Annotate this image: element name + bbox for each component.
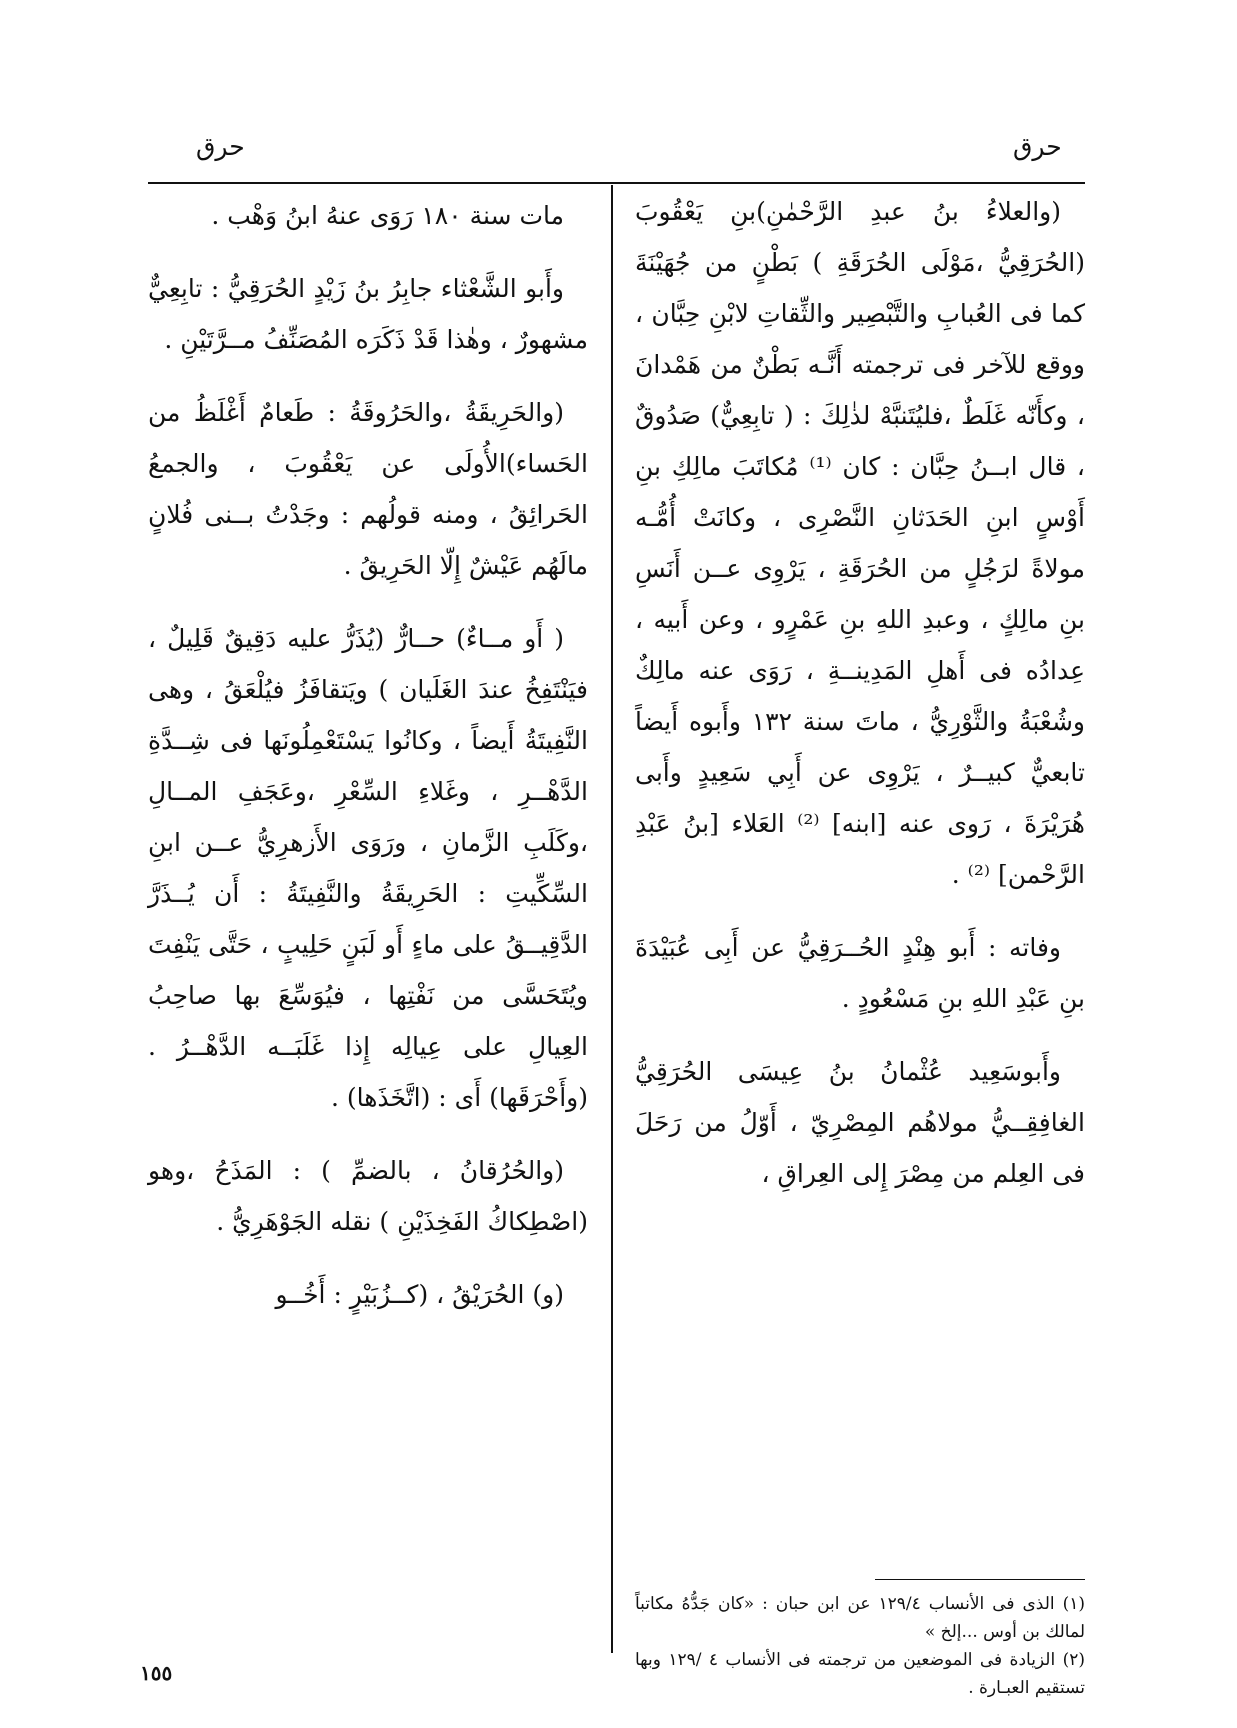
paragraph: (والعلاءُ بنُ عبدِ الرَّحْمٰنِ)بنِ يَعْقُوبَ (الحُرَقِيُّ ،مَوْلَى الحُرَقَةِ ) بَطْنٍ من جُهَيْنَةَ كما فى العُبابِ والتَّبْصِير والثِّقاتِ لابْنِ حِبَّان ، ووقع للآخر فى ترجمته أَنَّـه بَطْنٌ من هَمْدانَ ، وكأَنّه غَلَطٌ ،فليُتَنبَّهْ لذٰلِكَ : ( تابِعِيٌّ) صَدُوقٌ ، قال ابــنُ حِبَّان : كان ⁽¹⁾ مُكاتَبَ مالِكِ بنِ أَوْسٍ ابنِ الحَدَثانِ النَّصْرِى ، وكانَتْ أُمُّـه مولاةً لرَجُلٍ من الحُرَقَةِ ، يَرْوِى عــن أَنَسِ بنِ مالِكٍ ، وعبدِ اللهِ بنِ عَمْرٍو ، وعن أَبيه ، عِدادُه فى أَهلِ المَدِينــةِ ، رَوَى عنه مالِكٌ وشُعْبَةُ والثَّوْرِيُّ ، ماتَ سنة ١٣٢ وأَبوه أَيضاً تابعيٌّ كبيــرٌ ، يَرْوِى عن أَبِي سَعِيدٍ وأَبى هُرَيْرَةَ ، رَوى عنه [ابنه] ⁽²⁾ العَلاء [بنُ عَبْدِ الرَّحْمن] ⁽²⁾ . — [635, 197, 1085, 889]
paragraph: (والحَرِيقَةُ ،والحَرُوقَةُ : طَعامٌ أَغْلَظُ من الحَساء)الأُولَى عن يَعْقُوبَ ، والجمعُ الحَرائِقُ ، ومنه قولُهم : وجَدْتُ بــنى فُلانٍ مالَهُم عَيْشٌ إِلّا الحَرِيقُ . — [148, 398, 588, 580]
right-column — [635, 186, 1085, 1221]
footnotes — [635, 1590, 1085, 1702]
header-rule — [148, 182, 1085, 184]
footnote: (١) الذى فى الأنساب ١٢٩/٤ عن ابن حبان : «كان جَدُّهُ مكاتباً لمالك بن أوس ...إلخ » — [635, 1594, 1085, 1642]
paragraph: وأَبوسَعِيد عُثْمانُ بنُ عِيسَى الحُرَقِيُّ الغافِقِــيُّ مولاهُم المِصْرِيّ ، أَوّلُ من رَحَلَ فى العِلم من مِصْرَ إِلى العِراقِ ، — [635, 1057, 1085, 1188]
running-header-right: حرق — [1013, 132, 1062, 161]
left-column — [148, 190, 588, 1342]
running-header-left: حرق — [196, 132, 245, 161]
footnote: (٢) الزيادة فى الموضعين من ترجمته فى الأنساب ٤ /١٢٩ وبها تستقيم العبـارة . — [635, 1650, 1085, 1698]
paragraph: وفاته : أَبو هِنْدٍ الحُــرَقِيُّ عن أَبِى عُبَيْدَةَ بنِ عَبْدِ اللهِ بنِ مَسْعُودٍ . — [635, 933, 1085, 1013]
footnote-rule — [875, 1579, 1085, 1580]
paragraph: (و) الحُرَيْقُ ، (كــزُبَيْرٍ : أَخُــو — [275, 1280, 564, 1309]
paragraph: ( أَو مــاءٌ) حــارٌّ (يُذَرُّ عليه دَقِيقٌ قَلِيلٌ ، فيَنْتَفِخُ عندَ الغَلَيان ) ويَتقافَزُ فيُلْعَقُ ، وهى النَّفِيتَةُ أَيضاً ، وكانُوا يَسْتَعْمِلُونَها فى شِــدَّةِ الدَّهْــرِ ، وغَلاءِ السِّعْرِ ،وعَجَفِ المــالِ ،وكَلَبِ الزَّمانِ ، ورَوَى الأَزهرِيُّ عــن ابنِ السِّكِّيتِ : الحَرِيقَةُ والنَّفِيتَةُ : أَن يُــذَرَّ الدَّقِيــقُ على ماءٍ أَو لَبَنٍ حَلِيبٍ ، حَتَّى يَنْفِتَ ويُتَحَسَّى من نَفْتِها ، فيُوَسِّعَ بها صاحِبُ العِيالِ على عِيالِه إِذا غَلَبَــه الدَّهْــرُ . (وأَحْرَقَها) أَى : (اتَّخَذَها) . — [148, 624, 588, 1112]
page-number: ١٥٥ — [140, 1661, 173, 1685]
paragraph: مات سنة ١٨٠ رَوَى عنهُ ابنُ وَهْب . — [211, 201, 564, 230]
paragraph: وأَبو الشَّعْثاء جابِرُ بنُ زَيْدٍ الحُرَقِيُّ : تابِعِيٌّ مشهورٌ ، وهٰذا قَدْ ذَكَرَه المُصَنِّفُ مــرَّتَيْنِ . — [148, 274, 588, 354]
paragraph: (والحُرُقانُ ، بالضمِّ ) : المَذَحُ ،وهو (اصْطِكاكُ الفَخِذَيْنِ ) نقله الجَوْهَرِيُّ . — [148, 1156, 588, 1236]
column-divider — [611, 185, 613, 1653]
